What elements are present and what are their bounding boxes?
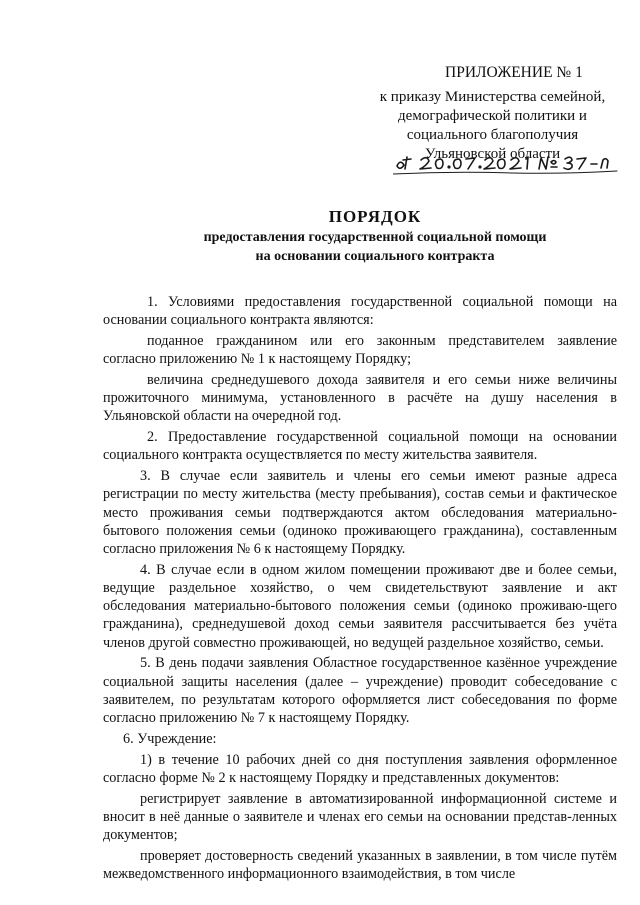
document-title-block xyxy=(150,206,600,266)
paragraph: 6. Учреждение: xyxy=(123,730,217,747)
document-title: ПОРЯДОК xyxy=(328,207,422,226)
document-subtitle-line: на основании социального контракта xyxy=(255,249,495,264)
paragraph: 5. В день подачи заявления Областное государственное казённое учреждение социальной защиты населения (далее – учреждение) проводит собеседование с заявителем, по результатам которого оформляется лист собеседования по форме согласно приложению № 7 к настоящему Порядку. xyxy=(103,655,617,727)
document-body xyxy=(103,293,617,886)
appendix-label: ПРИЛОЖЕНИЕ № 1 xyxy=(445,64,583,81)
document-subtitle-line: предоставления государственной социальной помощи xyxy=(203,230,547,245)
order-line: к приказу Министерства семейной, xyxy=(379,89,606,105)
paragraph: 2. Предоставление государственной социальной помощи на основании социального контракта осуществляется по месту жительства заявителя. xyxy=(103,429,617,464)
paragraph: 1) в течение 10 рабочих дней со дня поступления заявления оформленное согласно форме № 2 к настоящему Порядку и представленных документов: xyxy=(103,751,617,786)
paragraph: величина среднедушевого дохода заявителя и его семьи ниже величины прожиточного минимума, установленного в расчёте на душу населения в Ульяновской области на очередной год. xyxy=(103,372,617,425)
paragraph: регистрирует заявление в автоматизированной информационной системе и вносит в неё данные о заявителе и членах его семьи на основании представ-ленных документов; xyxy=(103,790,617,844)
paragraph: 1. Условиями предоставления государственной социальной помощи на основании социального контракта являются: xyxy=(103,294,617,329)
paragraph: проверяет достоверность сведений указанных в заявлении, в том числе путём межведомственного информационного взаимодействия, в том числе xyxy=(103,847,617,883)
paragraph: 3. В случае если заявитель и члены его семьи имеют разные адреса регистрации по месту жительства (месту пребывания), состав семьи и фактическое место проживания семьи подтверждаются актом обследования материально-бытового положения семьи (одиноко проживающего гражданина), составленным согласно приложения № 6 к настоящему Порядку. xyxy=(103,468,617,558)
paragraph: поданное гражданином или его законным представителем заявление согласно приложению № 1 к настоящему Порядку; xyxy=(103,333,617,368)
order-line: демографической политики и xyxy=(398,108,587,124)
order-line: Ульяновской области xyxy=(424,146,561,162)
handwritten-date-signature xyxy=(393,148,618,176)
order-line: социального благополучия xyxy=(406,127,579,143)
paragraph: 4. В случае если в одном жилом помещении проживают две и более семьи, ведущие раздельное хозяйство, о чем свидетельствуют заявление и акт обследования материально-бытового положения семьи (одиноко проживаю-щего гражданина), среднедушевой доход семьи заявителя рассчитывается без учёта членов другой совместно проживающей, но ведущей раздельное хозяйство, семьи. xyxy=(103,561,617,651)
